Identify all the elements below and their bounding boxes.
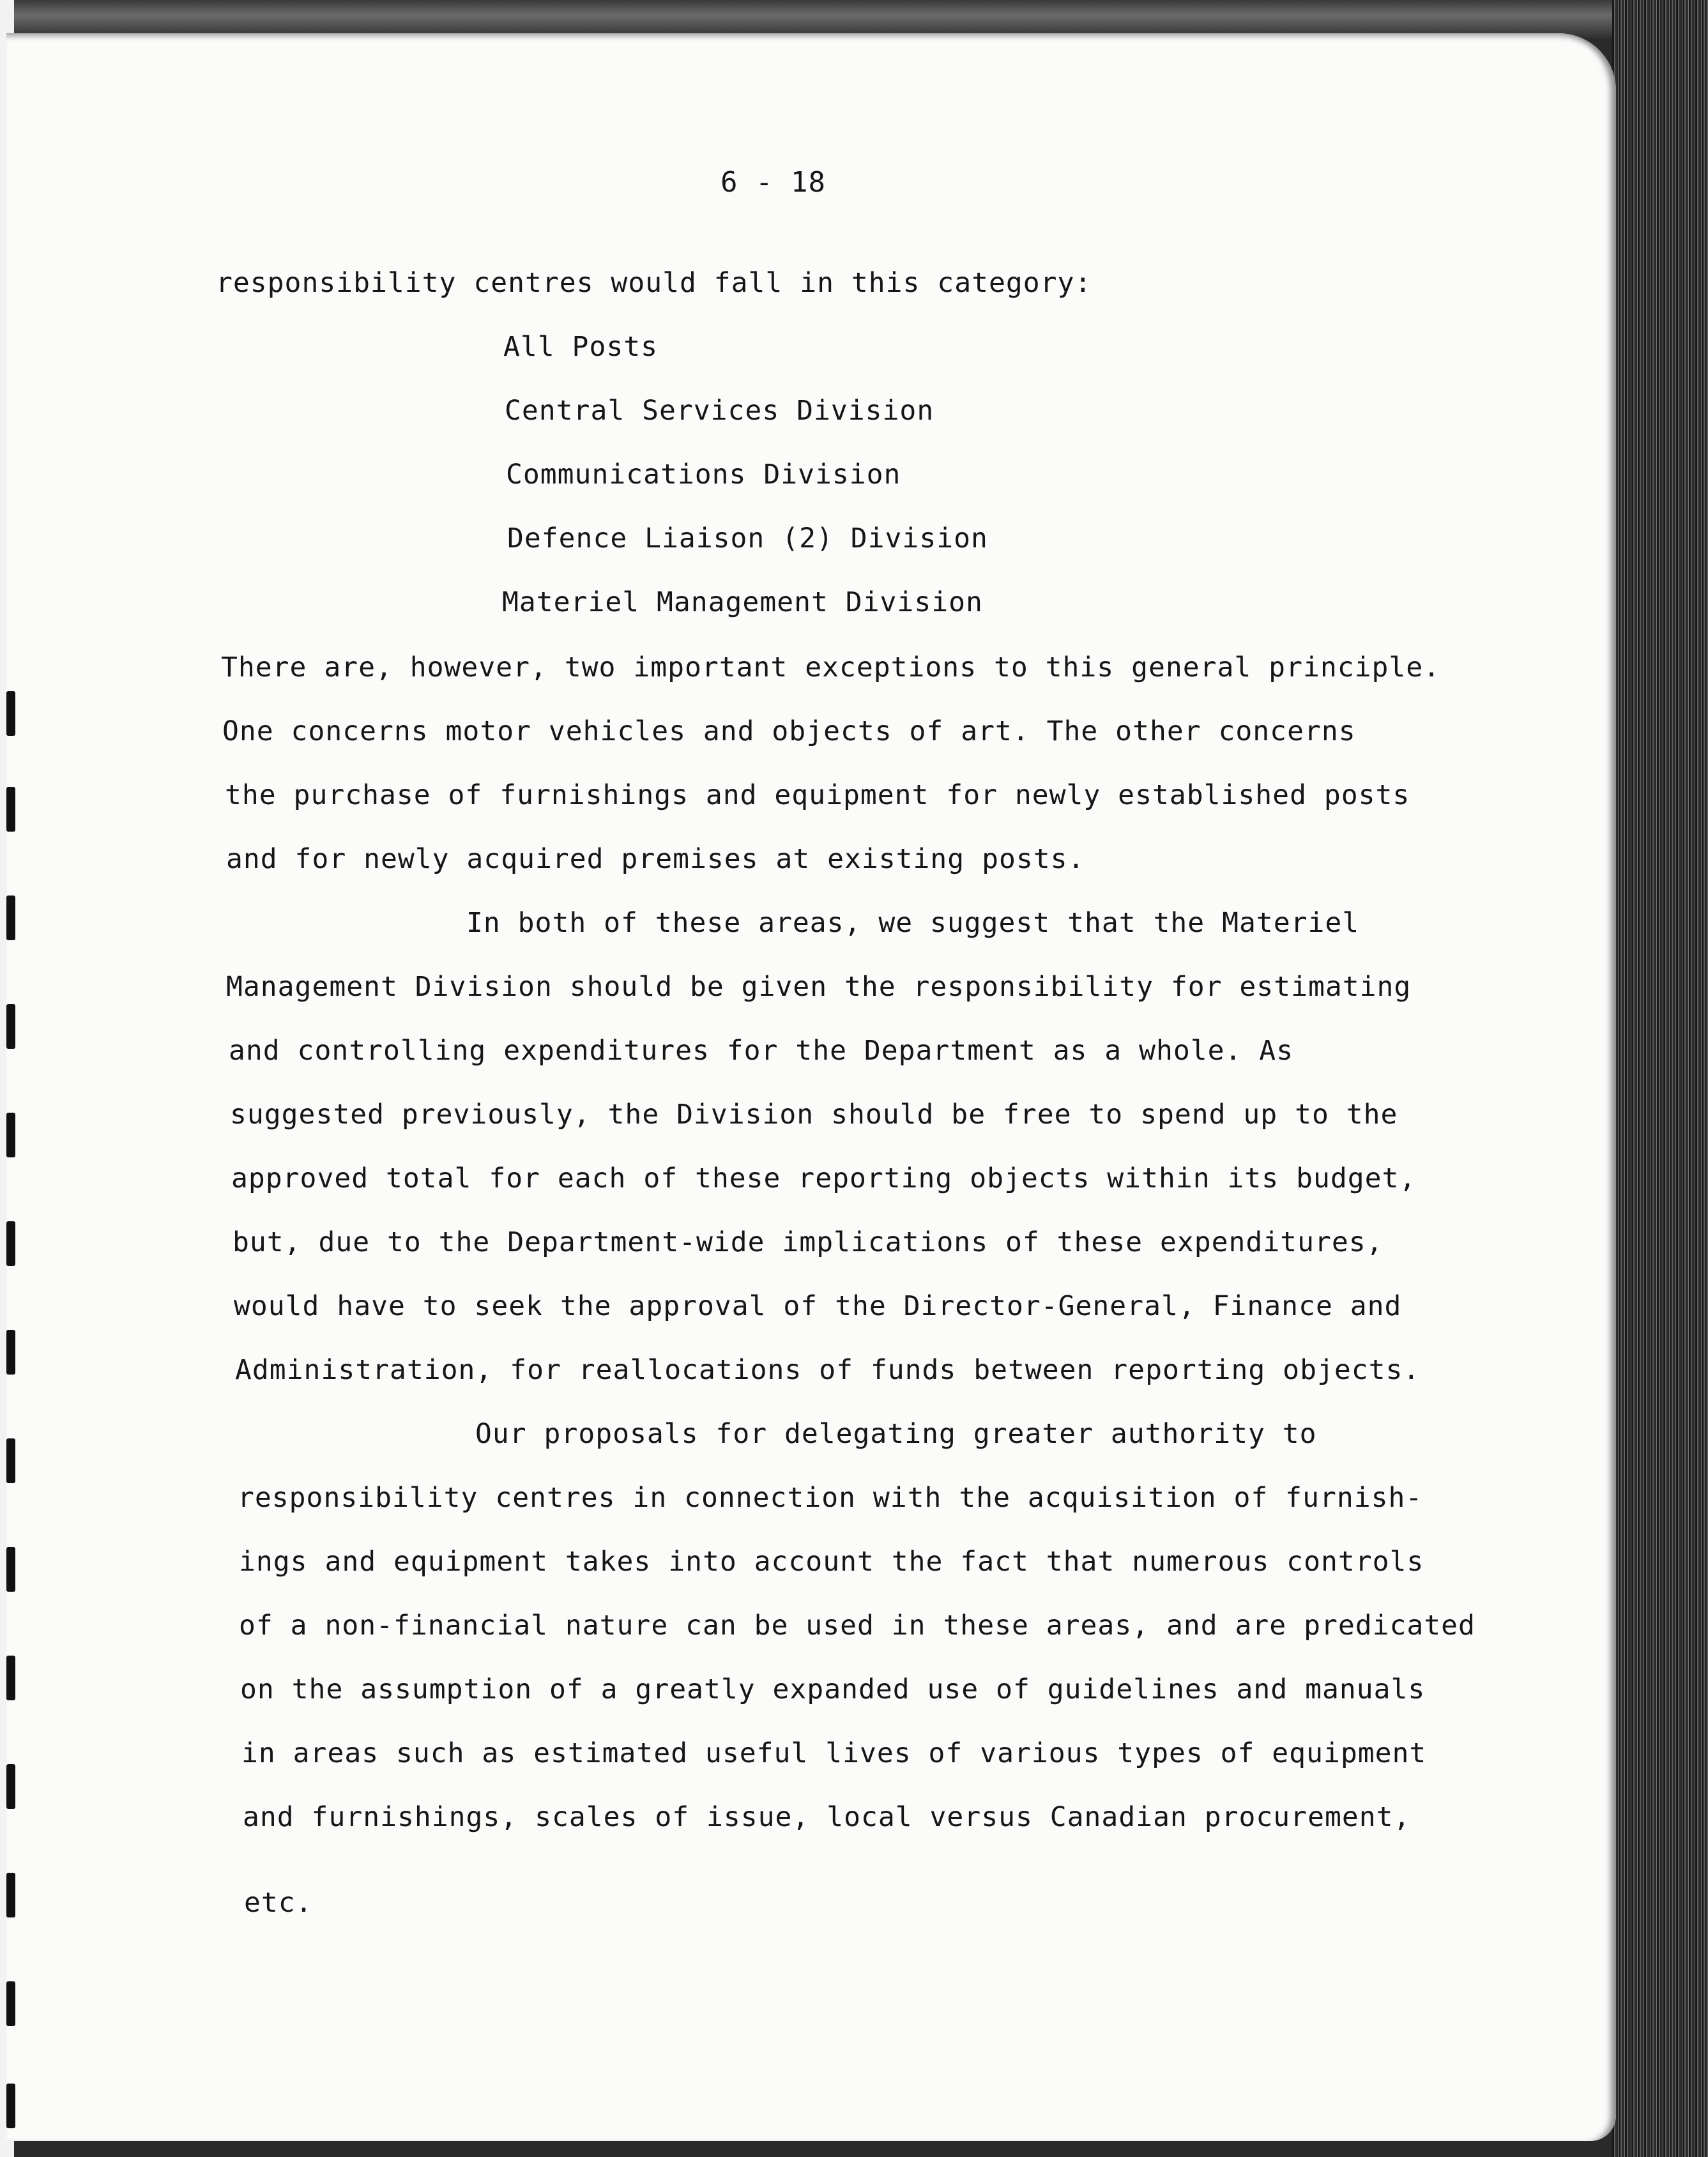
binder-hole-mark <box>6 1438 15 1483</box>
paragraph-line: There are, however, two important exceptions to this general principle. <box>221 652 1441 683</box>
paragraph-line: but, due to the Department-wide implications of these expenditures, <box>233 1226 1384 1258</box>
category-item: Communications Division <box>506 459 901 491</box>
document-page <box>6 33 1616 2141</box>
paragraph-line: and furnishings, scales of issue, local versus Canadian procurement, <box>243 1801 1411 1833</box>
binder-hole-mark <box>6 1981 15 2026</box>
category-item: All Posts <box>503 331 658 363</box>
paragraph-line: Our proposals for delegating greater authority to <box>475 1418 1317 1450</box>
paragraph-line: responsibility centres in connection with the acquisition of furnish- <box>238 1482 1423 1514</box>
binder-hole-mark <box>6 1113 15 1157</box>
binder-hole-mark <box>6 1221 15 1266</box>
paragraph-line: One concerns motor vehicles and objects of art. The other concerns <box>222 715 1356 747</box>
paragraph-line: In both of these areas, we suggest that the Materiel <box>466 907 1360 939</box>
category-item: Materiel Management Division <box>502 586 983 618</box>
paragraph-line: the purchase of furnishings and equipment for newly established posts <box>225 779 1410 811</box>
scan-top-edge <box>0 0 1708 38</box>
binder-hole-mark <box>6 1547 15 1592</box>
binder-hole-mark <box>6 1330 15 1375</box>
category-item: Defence Liaison (2) Division <box>507 522 988 554</box>
paragraph-line: and controlling expenditures for the Department as a whole. As <box>229 1035 1294 1067</box>
binder-hole-mark <box>6 691 15 736</box>
category-item: Central Services Division <box>505 395 934 427</box>
paragraph-line: on the assumption of a greatly expanded use of guidelines and manuals <box>240 1673 1426 1705</box>
binder-hole-mark <box>6 1764 15 1809</box>
binder-hole-mark <box>6 896 15 940</box>
paragraph-line: etc. <box>244 1887 313 1919</box>
binder-hole-mark <box>6 787 15 832</box>
intro-line: responsibility centres would fall in this category: <box>216 267 1092 299</box>
paragraph-line: approved total for each of these reporting objects within its budget, <box>231 1162 1417 1194</box>
binder-hole-mark <box>6 2084 15 2128</box>
binder-hole-mark <box>6 1656 15 1700</box>
paragraph-line: of a non-financial nature can be used in these areas, and are predicated <box>239 1610 1475 1642</box>
binder-hole-mark <box>6 1004 15 1049</box>
paragraph-line: and for newly acquired premises at existing posts. <box>226 843 1085 875</box>
paragraph-line: would have to seek the approval of the Director-General, Finance and <box>234 1290 1402 1322</box>
paragraph-line: suggested previously, the Division should be free to spend up to the <box>230 1099 1398 1131</box>
paragraph-line: ings and equipment takes into account the fact that numerous controls <box>239 1546 1424 1578</box>
paragraph-line: Management Division should be given the responsibility for estimating <box>226 971 1412 1003</box>
paragraph-line: Administration, for reallocations of funds between reporting objects. <box>235 1354 1421 1386</box>
page-number: 6 - 18 <box>721 166 826 199</box>
binder-hole-mark <box>6 1873 15 1917</box>
scan-right-edge <box>1612 0 1708 2157</box>
paragraph-line: in areas such as estimated useful lives of various types of equipment <box>241 1737 1427 1769</box>
